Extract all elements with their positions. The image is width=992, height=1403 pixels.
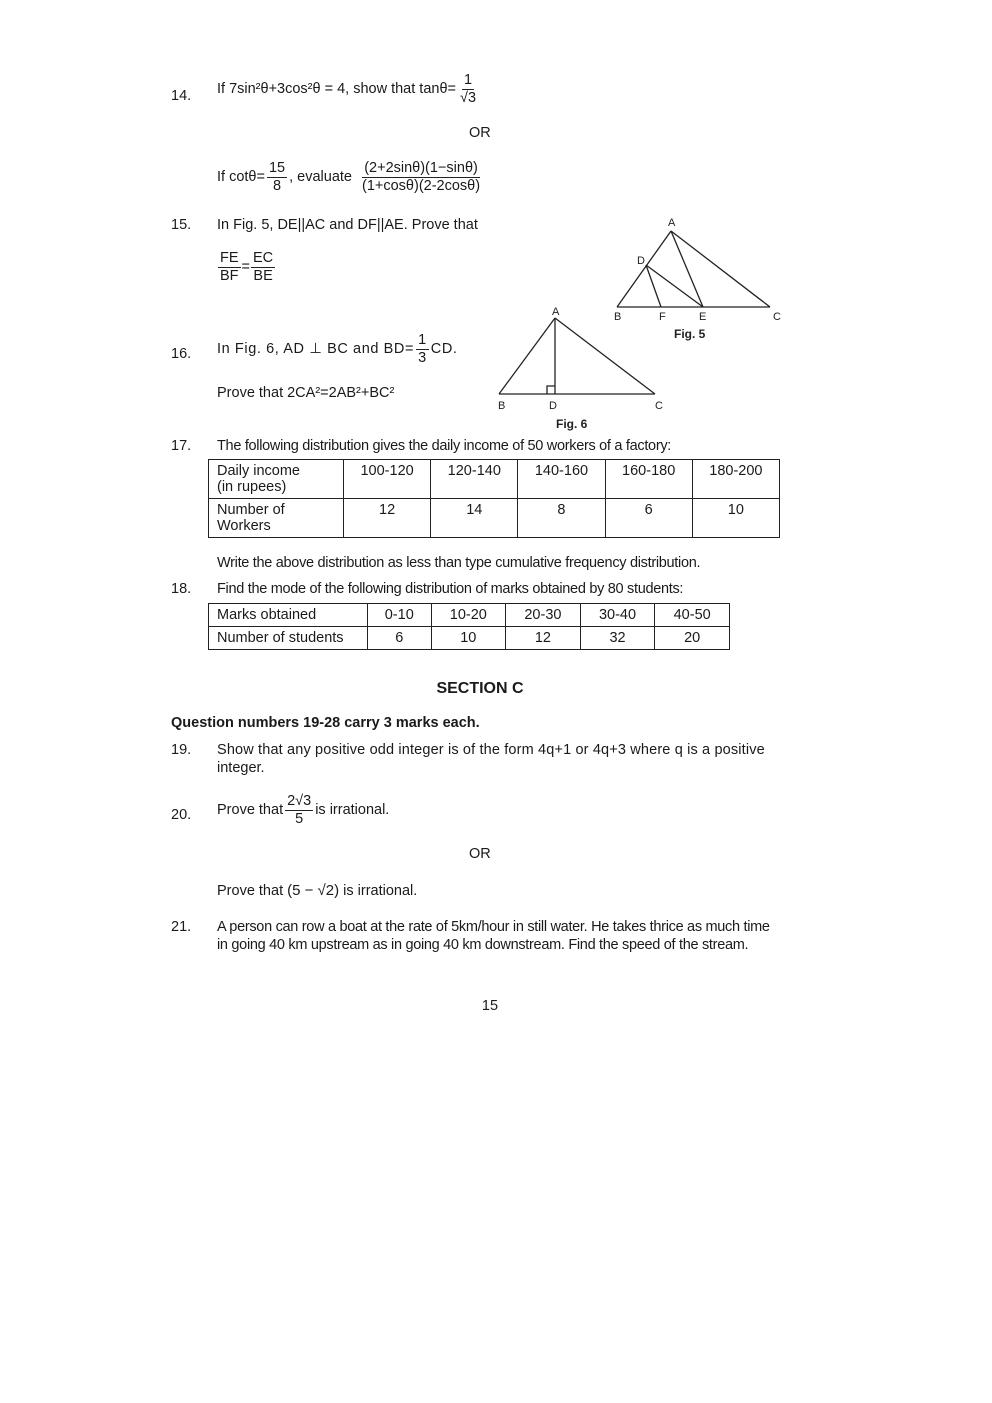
- q14-statement: If 7sin²θ+3cos²θ = 4, show that tanθ= $\frac{1}{√3}$: [217, 72, 477, 106]
- q16-number: 16.: [171, 346, 192, 362]
- fig6-label-a: A: [552, 306, 560, 318]
- q17-class: 100-120: [344, 460, 431, 499]
- q17-header-workers: Number of Workers: [209, 499, 344, 538]
- q17-instruction: Write the above distribution as less than type cumulative frequency distribution.: [217, 555, 701, 571]
- q14-alternative: If cotθ= $\frac{15}{8}$ , evaluate $\frac{(2+2\sin\theta)(1-\sin\theta)}{(1+\cos\theta)(2-2\cos\theta)}$: [217, 160, 481, 194]
- q17-class: 180-200: [692, 460, 779, 499]
- q18-students: 20: [655, 627, 730, 650]
- fig6-line-ba: [499, 318, 555, 394]
- figure-6: [490, 304, 670, 434]
- q18-header-students: Number of students: [209, 627, 368, 650]
- fig5-label-e: E: [699, 311, 707, 323]
- page-number: 15: [481, 998, 499, 1014]
- q15-statement: In Fig. 5, DE||AC and DF||AE. Prove that: [217, 217, 478, 233]
- fig5-line-ac: [671, 231, 770, 307]
- fig5-line-ba: [617, 231, 671, 307]
- q21-line1: A person can row a boat at the rate of 5km/hour in still water. He takes thrice as much time: [217, 919, 770, 935]
- q17-table: [208, 459, 780, 538]
- fig5-label-f: F: [659, 311, 666, 323]
- q18-students: 32: [580, 627, 655, 650]
- fig5-caption: Fig. 5: [674, 327, 706, 341]
- q18-students: 10: [431, 627, 506, 650]
- section-title: SECTION C: [436, 680, 524, 697]
- q17-header-income: Daily income (in rupees): [209, 460, 344, 499]
- q17-workers: 12: [344, 499, 431, 538]
- q17-workers: 10: [692, 499, 779, 538]
- q16-prove: Prove that 2CA²=2AB²+BC²: [217, 385, 395, 401]
- q14-or: OR: [469, 125, 491, 141]
- q18-table: [208, 603, 730, 650]
- q17-class: 160-180: [605, 460, 692, 499]
- q17-class: 120-140: [431, 460, 518, 499]
- table-row: [209, 460, 780, 499]
- q15-ratio: $\frac{FE}{BF}$ = $\frac{EC}{BE}$: [220, 250, 274, 284]
- q19-line2: integer.: [217, 760, 265, 776]
- q17-number: 17.: [171, 438, 192, 454]
- fig5-label-d: D: [637, 255, 645, 267]
- fig6-label-d: D: [549, 400, 557, 412]
- q18-class: 20-30: [506, 604, 581, 627]
- q18-header-marks: Marks obtained: [209, 604, 368, 627]
- q20-number: 20.: [171, 807, 192, 823]
- q18-number: 18.: [171, 581, 192, 597]
- q21-number: 21.: [171, 919, 192, 935]
- q18-class: 30-40: [580, 604, 655, 627]
- table-row: [209, 627, 730, 650]
- q20-alternative: Prove that (5 − √2) is irrational.: [217, 882, 418, 899]
- fig5-label-c: C: [773, 311, 781, 323]
- q20-statement: Prove that $\frac{2√3}{5}$ is irrational.: [217, 793, 390, 827]
- q17-workers: 6: [605, 499, 692, 538]
- q17-statement: The following distribution gives the daily income of 50 workers of a factory:: [217, 438, 672, 454]
- fig6-line-ac: [555, 318, 655, 394]
- q18-class: 10-20: [431, 604, 506, 627]
- q17-class: 140-160: [518, 460, 605, 499]
- q15-number: 15.: [171, 217, 192, 233]
- q17-workers: 8: [518, 499, 605, 538]
- q19-line1: Show that any positive odd integer is of the form 4q+1 or 4q+3 where q is a positive: [217, 742, 765, 758]
- q17-workers: 14: [431, 499, 518, 538]
- q18-students: 6: [368, 627, 432, 650]
- fig6-caption: Fig. 6: [556, 417, 588, 431]
- q18-class: 0-10: [368, 604, 432, 627]
- fig6-right-angle: [547, 386, 555, 394]
- fig6-label-b: B: [498, 400, 506, 412]
- q18-statement: Find the mode of the following distribution of marks obtained by 80 students:: [217, 581, 684, 597]
- fig5-label-b: B: [614, 311, 622, 323]
- fig6-label-c: C: [655, 400, 663, 412]
- q18-students: 12: [506, 627, 581, 650]
- fig5-label-a: A: [668, 217, 676, 229]
- q16-statement: In Fig. 6, AD ⊥ BC and BD= $\frac{1}{3}$ CD.: [217, 332, 458, 366]
- table-row: [209, 499, 780, 538]
- section-note: Question numbers 19-28 carry 3 marks each.: [171, 715, 480, 731]
- q20-or: OR: [469, 846, 491, 862]
- q14-number: 14.: [171, 88, 192, 104]
- q21-line2: in going 40 km upstream as in going 40 km downstream. Find the speed of the stream.: [217, 937, 749, 953]
- q18-class: 40-50: [655, 604, 730, 627]
- q19-number: 19.: [171, 742, 192, 758]
- table-row: [209, 604, 730, 627]
